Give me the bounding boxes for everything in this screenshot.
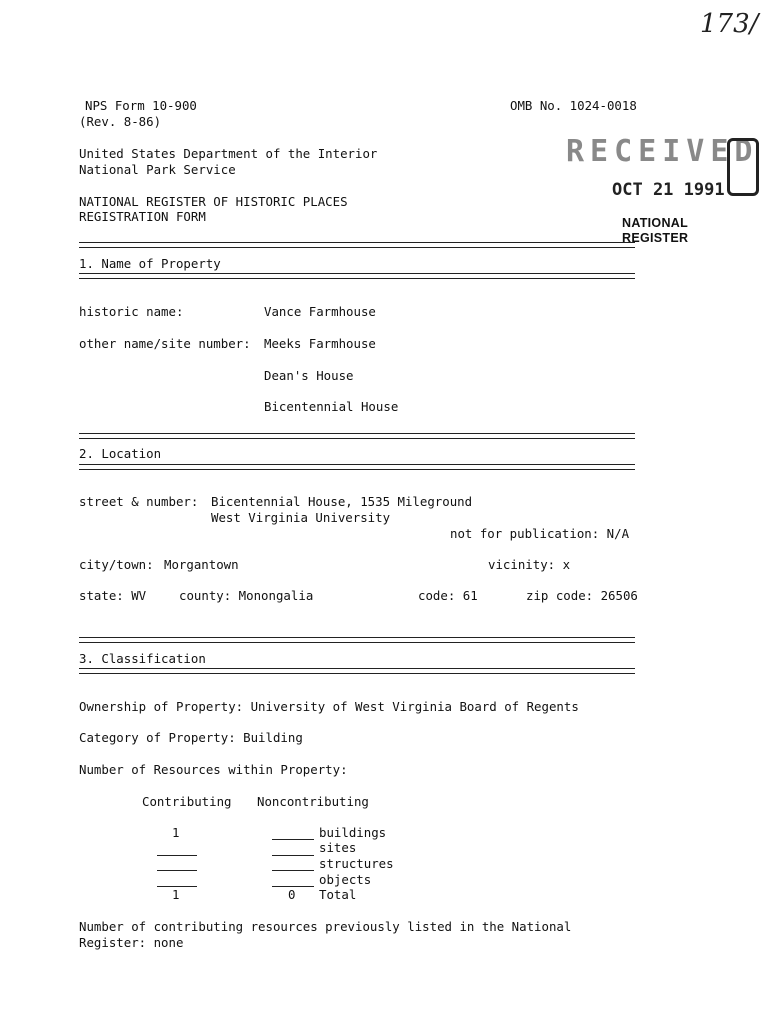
section-divider	[79, 464, 635, 470]
form-revision: (Rev. 8-86)	[79, 114, 162, 129]
category: Category of Property: Building	[79, 730, 303, 745]
previously-listed-line2: Register: none	[79, 935, 184, 950]
vicinity: vicinity: x	[488, 557, 571, 572]
section-divider	[79, 668, 635, 674]
received-stamp-frame	[727, 138, 759, 196]
resource-label: buildings	[319, 825, 387, 840]
street-value-line2: West Virginia University	[211, 510, 391, 525]
received-stamp-text: RECEIVED	[566, 134, 759, 169]
resources-label: Number of Resources within Property:	[79, 762, 348, 777]
section-2-heading: 2. Location	[79, 446, 162, 461]
historic-name-label: historic name:	[79, 304, 184, 319]
total-label: Total	[319, 887, 357, 902]
noncontributing-blank	[272, 855, 314, 856]
received-stamp-date: OCT 21 1991	[612, 180, 725, 200]
form-number: NPS Form 10-900	[85, 98, 197, 113]
omb-number: OMB No. 1024-0018	[510, 98, 637, 113]
ownership: Ownership of Property: University of West Virginia Board of Regents	[79, 699, 579, 714]
resource-label: objects	[319, 872, 372, 887]
county: county: Monongalia	[179, 588, 314, 603]
service-name: National Park Service	[79, 162, 236, 177]
other-name-value: Meeks Farmhouse	[264, 336, 376, 351]
street-value: Bicentennial House, 1535 Mileground	[211, 494, 473, 509]
department-name: United States Department of the Interior	[79, 146, 378, 161]
handwritten-page-number: 173/	[700, 9, 759, 39]
county-code: code: 61	[418, 588, 478, 603]
other-name-value: Bicentennial House	[264, 399, 399, 414]
not-for-publication: not for publication: N/A	[450, 526, 630, 541]
stamp-register: REGISTER	[622, 231, 689, 245]
historic-name-value: Vance Farmhouse	[264, 304, 376, 319]
state: state: WV	[79, 588, 147, 603]
section-divider	[79, 637, 635, 643]
contributing-blank	[157, 870, 197, 871]
total-noncontributing: 0	[288, 887, 296, 902]
city-label: city/town:	[79, 557, 154, 572]
section-3-heading: 3. Classification	[79, 651, 206, 666]
contributing-blank	[157, 855, 197, 856]
form-title: REGISTRATION FORM	[79, 209, 206, 224]
total-contributing: 1	[172, 887, 180, 902]
section-divider	[79, 242, 635, 248]
other-name-value: Dean's House	[264, 368, 354, 383]
stamp-national: NATIONAL	[622, 216, 689, 230]
contributing-count: 1	[172, 825, 180, 840]
section-divider	[79, 273, 635, 279]
previously-listed-line1: Number of contributing resources previously listed in the National	[79, 919, 572, 934]
noncontributing-blank	[272, 870, 314, 871]
zip-code: zip code: 26506	[526, 588, 638, 603]
other-name-label: other name/site number:	[79, 336, 251, 351]
col-contributing: Contributing	[142, 794, 232, 809]
col-noncontributing: Noncontributing	[257, 794, 369, 809]
city-value: Morgantown	[164, 557, 239, 572]
street-label: street & number:	[79, 494, 199, 509]
section-1-heading: 1. Name of Property	[79, 256, 221, 271]
section-divider	[79, 433, 635, 439]
noncontributing-blank	[272, 839, 314, 840]
resource-label: structures	[319, 856, 394, 871]
register-title: NATIONAL REGISTER OF HISTORIC PLACES	[79, 194, 348, 209]
resource-label: sites	[319, 840, 357, 855]
